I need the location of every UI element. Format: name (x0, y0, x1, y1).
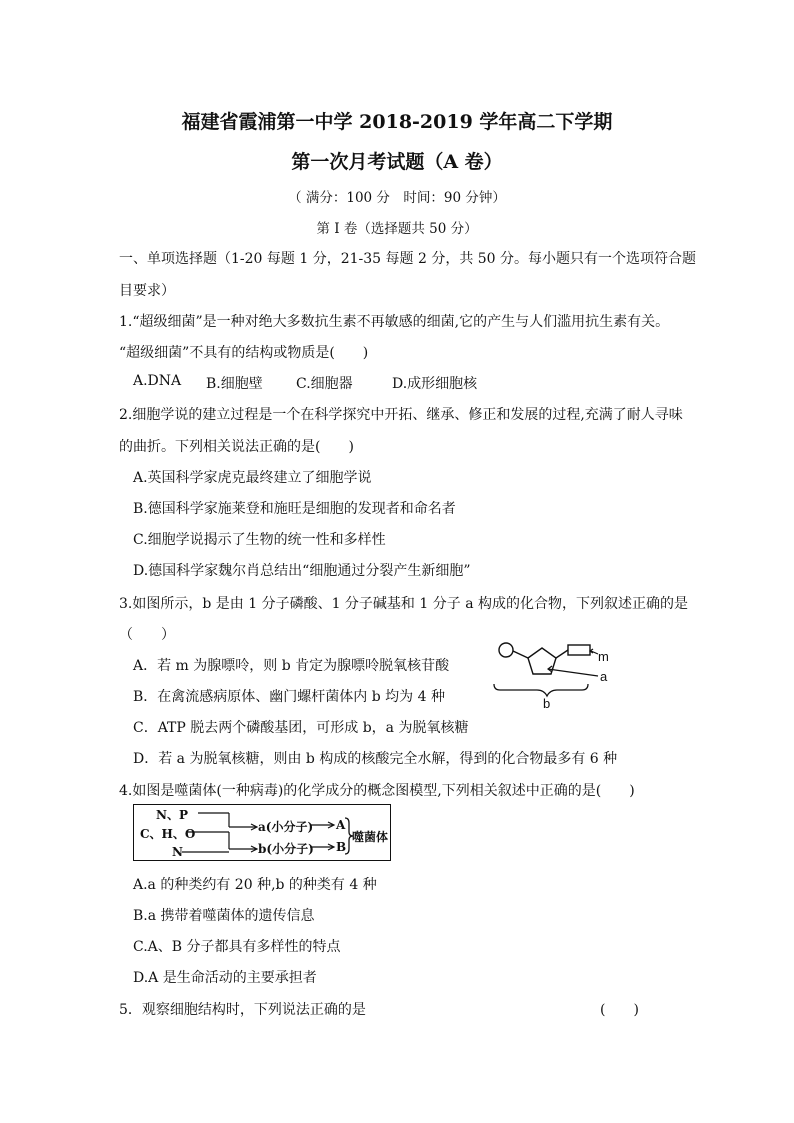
q1-option-c: C.细胞器 (296, 376, 353, 392)
label-B: B (336, 840, 347, 854)
q3-option-a: A．若 m 为腺嘌呤，则 b 肯定为腺嘌呤脱氧核苷酸 (133, 658, 450, 674)
q4-option-a: A.a 的种类约有 20 种,b 的种类有 4 种 (133, 877, 377, 893)
phosphate-circle (499, 643, 513, 657)
q4-option-d: D.A 是生命活动的主要承担者 (133, 970, 317, 986)
q4-stem-line1: 4.如图是噬菌体(一种病毒)的化学成分的概念图模型,下列相关叙述中正确的是( ) (119, 783, 635, 799)
q1-option-d: D.成形细胞核 (392, 376, 478, 392)
exam-info: （ 满分：100 分 时间：90 分钟） (288, 190, 506, 206)
label-np: N、P (156, 808, 188, 822)
q1-option-a: A.DNA (133, 373, 182, 389)
q3-stem-line1: 3.如图所示，b 是由 1 分子磷酸、1 分子碱基和 1 分子 a 构成的化合物，下列叙述正确的是 (119, 596, 688, 612)
a-pointer (548, 669, 598, 676)
exam-title-line2: 第一次月考试题（A 卷） (291, 151, 503, 173)
b-brace (494, 684, 588, 696)
label-A: A (336, 818, 346, 832)
nucleotide-diagram (492, 636, 632, 716)
q2-option-a: A.英国科学家虎克最终建立了细胞学说 (133, 470, 372, 486)
q2-option-b: B.德国科学家施莱登和施旺是细胞的发现者和命名者 (133, 501, 456, 517)
q4-option-b: B.a 携带着噬菌体的遗传信息 (133, 908, 315, 924)
q1-stem-line2: “超级细菌”不具有的结构或物质是( ) (119, 345, 369, 361)
instructions-line1: 一、单项选择题（1-20 每题 1 分，21-35 每题 2 分，共 50 分。每小题只有一个选项符合题 (119, 251, 697, 267)
exam-title-line1: 福建省霞浦第一中学 2018-2019 学年高二下学期 (181, 111, 613, 133)
q1-stem-line1: 1.“超级细菌”是一种对绝大多数抗生素不再敏感的细菌,它的产生与人们滥用抗生素有关。 (119, 314, 670, 330)
q3-option-d: D．若 a 为脱氧核糖，则由 b 构成的核酸完全水解，得到的化合物最多有 6 种 (133, 751, 618, 767)
q2-stem-line1: 2.细胞学说的建立过程是一个在科学探究中开拓、继承、修正和发展的过程,充满了耐人寻味 (119, 407, 683, 423)
label-phage: 噬菌体 (352, 830, 389, 844)
label-b: b (543, 696, 551, 711)
q5-answer-bracket: ( ) (600, 1002, 639, 1018)
instructions-line2: 目要求） (119, 283, 175, 299)
q3-stem-line2: （ ） (119, 627, 175, 643)
section-heading: 第 I 卷（选择题共 50 分） (316, 221, 478, 237)
label-b-small-molecule: b(小分子) (258, 842, 314, 856)
q3-option-c: C．ATP 脱去两个磷酸基团，可形成 b，a 为脱氧核糖 (133, 720, 469, 736)
label-m: m (598, 649, 609, 664)
q2-option-d: D.德国科学家魏尔肖总结出“细胞通过分裂产生新细胞” (133, 563, 471, 579)
label-a: a (600, 669, 608, 684)
label-cho: C、H、O (140, 827, 196, 841)
phage-concept-map (133, 804, 391, 861)
q5-stem-line1: 5．观察细胞结构时，下列说法正确的是 (119, 1002, 366, 1018)
q1-option-b: B.细胞壁 (206, 376, 263, 392)
q2-stem-line2: 的曲折。下列相关说法正确的是( ) (119, 439, 354, 455)
label-a-small-molecule: a(小分子) (258, 820, 314, 834)
base-rect (568, 645, 590, 655)
q3-option-b: B．在禽流感病原体、幽门螺杆菌体内 b 均为 4 种 (133, 689, 445, 705)
phosphate-bond (513, 651, 528, 658)
label-n: N (172, 845, 183, 859)
q4-option-c: C.A、B 分子都具有多样性的特点 (133, 939, 341, 955)
q2-option-c: C.细胞学说揭示了生物的统一性和多样性 (133, 532, 386, 548)
nucleotide-figure (492, 636, 632, 716)
base-bond (556, 650, 568, 658)
